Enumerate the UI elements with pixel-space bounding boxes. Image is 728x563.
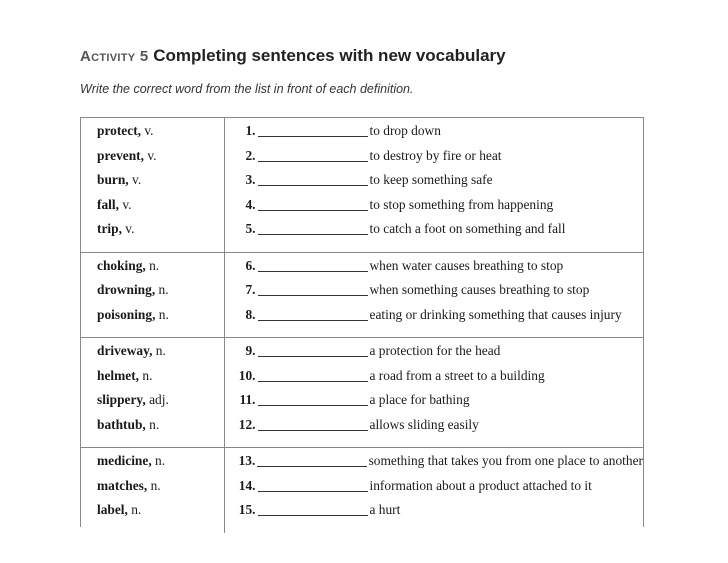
- vocabulary-table: [80, 117, 643, 533]
- part-of-speech: v.: [122, 196, 132, 212]
- part-of-speech: n.: [149, 257, 160, 273]
- vocab-word: label,: [97, 502, 128, 517]
- definition-list: [224, 338, 643, 448]
- part-of-speech: n.: [158, 306, 169, 322]
- part-of-speech: v.: [144, 123, 154, 138]
- vocab-word: bathtub,: [97, 416, 146, 432]
- definition-row: [234, 217, 644, 242]
- word-list: [80, 252, 224, 338]
- vocab-word: drowning,: [97, 282, 156, 297]
- vocab-word: prevent,: [97, 147, 144, 163]
- part-of-speech: n.: [155, 343, 166, 358]
- definition-text: a place for bathing: [369, 392, 470, 407]
- definition-text: eating or drinking something that causes injury: [369, 306, 622, 322]
- item-number: 14.: [238, 477, 256, 493]
- definition-text: to stop something from happening: [369, 196, 554, 212]
- vocab-word: matches,: [97, 477, 148, 493]
- word-group: [80, 252, 643, 338]
- word-entry: [97, 339, 224, 364]
- answer-blank[interactable]: [258, 217, 368, 235]
- definition-row: [234, 413, 644, 438]
- answer-blank[interactable]: [258, 303, 368, 321]
- item-number: 7.: [245, 282, 256, 297]
- activity-title: Completing sentences with new vocabulary: [153, 46, 506, 65]
- answer-blank[interactable]: [258, 144, 368, 162]
- item-number: 9.: [245, 343, 256, 358]
- table-border-right: [643, 117, 644, 527]
- definition-text: a road from a street to a building: [369, 367, 545, 383]
- word-entry: [97, 474, 224, 499]
- definition-row: [234, 498, 644, 523]
- definition-text: information about a product attached to it: [369, 477, 592, 493]
- answer-blank[interactable]: [258, 413, 368, 431]
- part-of-speech: n.: [155, 453, 166, 468]
- word-entry: [97, 254, 224, 279]
- definition-text: to keep something safe: [369, 172, 493, 187]
- answer-blank[interactable]: [257, 449, 366, 467]
- definition-text: a protection for the head: [369, 343, 501, 358]
- definition-text: to drop down: [369, 123, 441, 138]
- definition-row: [234, 388, 644, 413]
- item-number: 15.: [238, 502, 256, 517]
- word-group: [80, 448, 643, 533]
- definition-text: allows sliding easily: [369, 416, 479, 432]
- word-group: [80, 338, 643, 448]
- part-of-speech: n.: [149, 416, 160, 432]
- definition-row: [234, 278, 644, 303]
- definition-row: [234, 119, 644, 144]
- answer-blank[interactable]: [258, 474, 368, 492]
- word-entry: [97, 217, 224, 242]
- item-number: 6.: [245, 257, 256, 273]
- definition-row: [234, 449, 644, 474]
- word-list: [80, 448, 224, 533]
- activity-number: Activity 5: [80, 48, 149, 65]
- answer-blank[interactable]: [258, 168, 368, 186]
- word-entry: [97, 278, 224, 303]
- definition-text: to destroy by fire or heat: [369, 147, 502, 163]
- word-entry: [97, 388, 224, 413]
- definition-list: [224, 252, 643, 338]
- definition-row: [234, 168, 644, 193]
- definition-text: a hurt: [369, 502, 401, 517]
- vocab-word: poisoning,: [97, 306, 156, 322]
- word-entry: [97, 168, 224, 193]
- item-number: 1.: [245, 123, 256, 138]
- word-entry: [97, 144, 224, 169]
- vocab-word: protect,: [97, 123, 141, 138]
- vocab-word: driveway,: [97, 343, 153, 358]
- answer-blank[interactable]: [258, 339, 368, 357]
- part-of-speech: v.: [125, 221, 135, 236]
- definition-row: [234, 474, 644, 499]
- word-entry: [97, 119, 224, 144]
- activity-heading: [80, 46, 506, 66]
- item-number: 4.: [245, 196, 256, 212]
- answer-blank[interactable]: [258, 254, 368, 272]
- vocab-word: helmet,: [97, 367, 140, 383]
- item-number: 12.: [238, 416, 256, 432]
- item-number: 3.: [245, 172, 256, 187]
- word-entry: [97, 364, 224, 389]
- answer-blank[interactable]: [258, 119, 368, 137]
- definition-list: [224, 448, 643, 533]
- item-number: 5.: [245, 221, 256, 236]
- word-list: [80, 338, 224, 448]
- answer-blank[interactable]: [258, 193, 368, 211]
- part-of-speech: n.: [131, 502, 142, 517]
- item-number: 10.: [238, 367, 256, 383]
- part-of-speech: n.: [142, 367, 153, 383]
- definition-row: [234, 254, 644, 279]
- definition-row: [234, 303, 644, 328]
- answer-blank[interactable]: [258, 388, 368, 406]
- vocab-word: burn,: [97, 172, 129, 187]
- definition-row: [234, 364, 644, 389]
- answer-blank[interactable]: [258, 364, 368, 382]
- answer-blank[interactable]: [258, 278, 368, 296]
- word-entry: [97, 449, 224, 474]
- vocab-word: trip,: [97, 221, 122, 236]
- word-group: [80, 118, 643, 253]
- item-number: 13.: [238, 453, 256, 468]
- definition-text: to catch a foot on something and fall: [369, 221, 566, 236]
- part-of-speech: n.: [150, 477, 161, 493]
- word-entry: [97, 193, 224, 218]
- vocab-word: medicine,: [97, 453, 152, 468]
- word-entry: [97, 498, 224, 523]
- vocab-word: choking,: [97, 257, 146, 273]
- word-list: [80, 118, 224, 253]
- item-number: 11.: [239, 392, 256, 407]
- instructions: Write the correct word from the list in front of each definition.: [80, 82, 414, 96]
- definition-row: [234, 339, 644, 364]
- word-entry: [97, 303, 224, 328]
- part-of-speech: v.: [132, 172, 142, 187]
- definition-text: when something causes breathing to stop: [369, 282, 590, 297]
- part-of-speech: adj.: [149, 392, 169, 407]
- word-entry: [97, 413, 224, 438]
- definition-text: when water causes breathing to stop: [369, 257, 564, 273]
- item-number: 8.: [245, 306, 256, 322]
- vocab-word: slippery,: [97, 392, 146, 407]
- vocab-word: fall,: [97, 196, 119, 212]
- definition-text: something that takes you from one place to another: [368, 453, 643, 468]
- part-of-speech: n.: [158, 282, 169, 297]
- item-number: 2.: [245, 147, 256, 163]
- definition-list: [224, 118, 643, 253]
- definition-row: [234, 193, 644, 218]
- answer-blank[interactable]: [258, 498, 368, 516]
- definition-row: [234, 144, 644, 169]
- part-of-speech: v.: [147, 147, 157, 163]
